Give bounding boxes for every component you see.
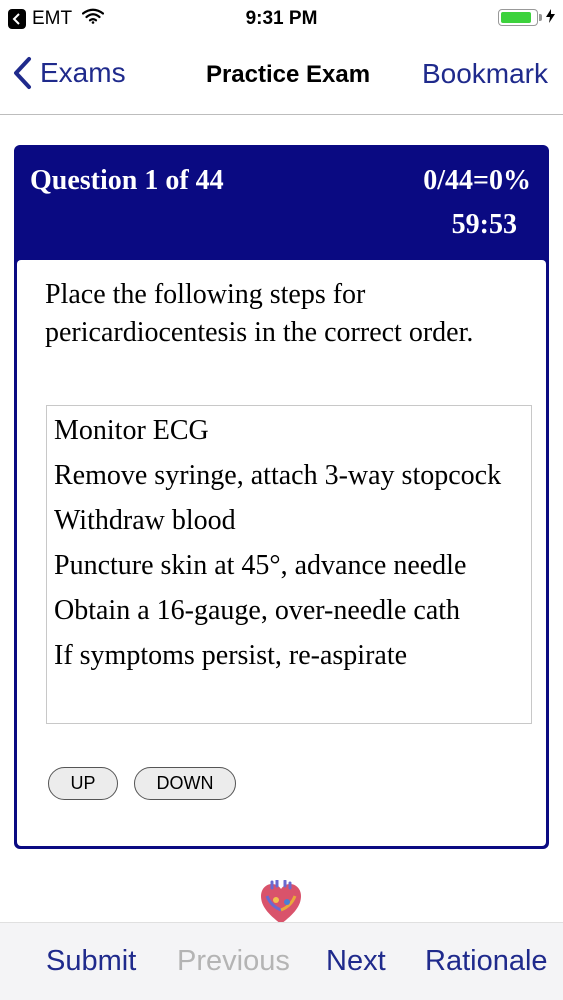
bottom-toolbar [0, 922, 563, 1000]
back-button-label: Exams [40, 57, 126, 88]
answer-item[interactable]: Monitor ECG [54, 415, 209, 446]
question-body [17, 260, 546, 846]
next-button[interactable]: Next [326, 945, 386, 977]
status-bar [0, 0, 563, 38]
submit-button[interactable]: Submit [46, 945, 137, 977]
nav-bar [0, 38, 563, 115]
question-text: Place the following steps for pericardiocentesis in the correct order. [45, 279, 474, 348]
answer-item[interactable]: Obtain a 16-gauge, over-needle cath [54, 595, 461, 626]
previous-button[interactable]: Previous [177, 945, 290, 977]
question-header [14, 145, 549, 260]
move-down-button[interactable]: DOWN [134, 767, 236, 800]
bookmark-button[interactable]: Bookmark [421, 58, 548, 89]
carrier-label: EMT [32, 8, 73, 29]
heart-icon [258, 880, 304, 926]
battery-icon [498, 9, 538, 26]
status-right [498, 9, 555, 26]
question-card [14, 145, 549, 849]
reorder-buttons [48, 767, 236, 800]
battery-level [501, 12, 531, 23]
score-display: 0/44=0% [423, 165, 531, 196]
move-up-button[interactable]: UP [48, 767, 118, 800]
answer-item[interactable]: If symptoms persist, re-aspirate [54, 640, 408, 671]
battery-tip [539, 14, 542, 21]
question-number: Question 1 of 44 [30, 165, 224, 196]
answer-item[interactable]: Remove syringe, attach 3-way stopcock [54, 460, 502, 491]
status-time: 9:31 PM [245, 8, 318, 29]
timer-display: 59:53 [451, 209, 517, 240]
answer-list[interactable] [46, 405, 532, 724]
rationale-button[interactable]: Rationale [425, 945, 548, 977]
charging-icon [546, 9, 555, 26]
page-title: Practice Exam [205, 61, 371, 88]
answer-item[interactable]: Withdraw blood [54, 505, 236, 536]
answer-item[interactable]: Puncture skin at 45°, advance needle [54, 550, 467, 581]
